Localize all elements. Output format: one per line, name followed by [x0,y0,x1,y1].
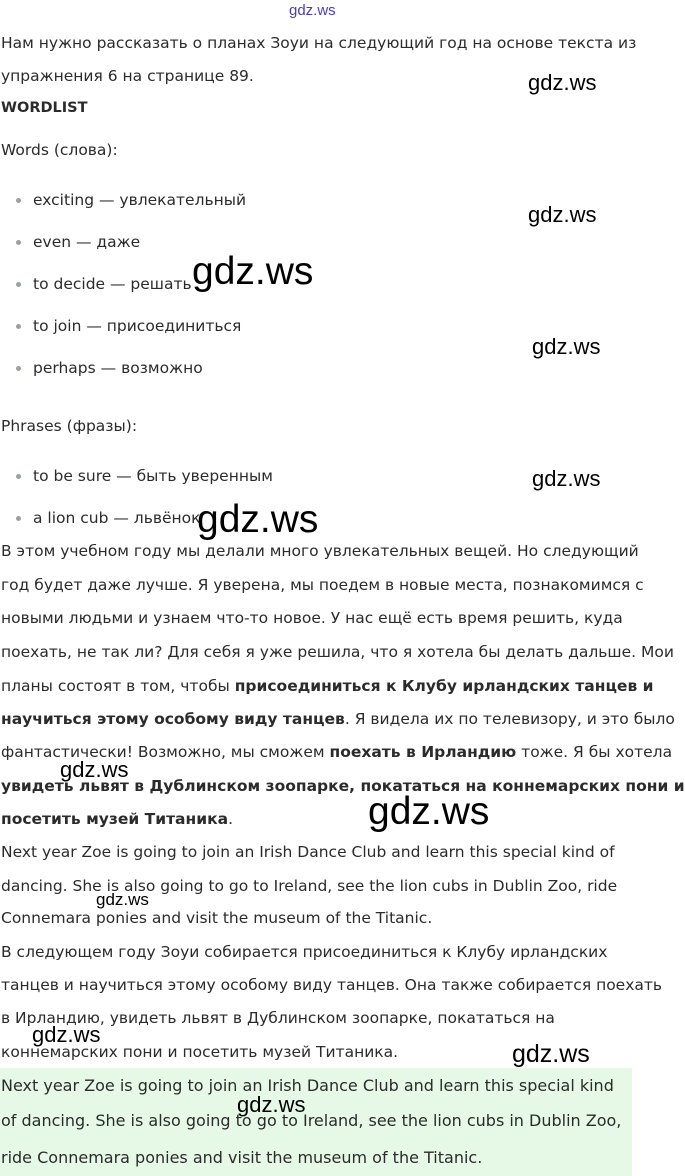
bullet-icon [16,516,21,521]
phrase-item: a lion cub — львёнок [33,509,201,527]
word-item: even — даже [33,233,141,251]
answer-en-line: Connemara ponies and visit the museum of the Titanic. [1,909,433,927]
wordlist-heading: WORDLIST [1,100,88,116]
text-line: поехать, не так ли? Для себя я уже решила, что я хотела бы делать дальше. Мои [1,643,674,661]
text-line: планы состоят в том, чтобы присоединиться к Клубу ирландских танцев и [1,677,654,695]
answer-ru-line: В следующем году Зоуи собирается присоединиться к Клубу ирландских [1,943,608,961]
text-line: посетить музей Титаника. [1,810,233,828]
word-item: to join — присоединиться [33,317,242,335]
answer-highlight-line: of dancing. She is also going to go to Ireland, see the lion cubs in Dublin Zoo, [1,1111,622,1130]
phrase-item: to be sure — быть уверенным [33,467,273,485]
text-line: увидеть львят в Дублинском зоопарке, покататься на коннемарских пони и [1,777,685,795]
text-line: год будет даже лучше. Я уверена, мы поедем в новые места, познакомимся с [1,576,644,594]
watermark: gdz.ws [528,70,597,95]
watermark: gdz.ws [32,1022,101,1047]
intro-line-1: Нам нужно рассказать о планах Зоуи на следующий год на основе текста из [1,34,637,52]
answer-ru-line: в Ирландию, увидеть львят в Дублинском зоопарке, покататься на [1,1009,555,1027]
word-item: perhaps — возможно [33,359,203,377]
bullet-icon [16,198,21,203]
watermark: gdz.ws [237,1092,306,1117]
word-item: exciting — увлекательный [33,191,247,209]
answer-ru-line: коннемарских пони и посетить музей Титаника. [1,1043,399,1061]
intro-line-2: упражнения 6 на странице 89. [1,67,254,85]
watermark: gdz.ws [60,757,129,782]
text-line: новыми людьми и узнаем что-то новое. У нас ещё есть время решить, куда [1,609,623,627]
text-line: В этом учебном году мы делали много увлекательных вещей. Но следующий [1,542,639,560]
answer-en-line: dancing. She is also going to go to Ireland, see the lion cubs in Dublin Zoo, ride [1,877,618,895]
watermark: gdz.ws [532,466,601,491]
watermark: gdz.ws [368,790,490,833]
answer-ru-line: танцев и научиться этому особому виду танцев. Она также собирается поехать [1,976,663,994]
bullet-icon [16,324,21,329]
bullet-icon [16,282,21,287]
watermark: gdz.ws [96,890,149,909]
answer-highlight-line: Next year Zoe is going to join an Irish Dance Club and learn this special kind [1,1076,614,1095]
phrases-heading: Phrases (фразы): [1,417,138,435]
bullet-icon [16,366,21,371]
watermark: gdz.ws [512,1040,590,1068]
watermark-top: gdz.ws [289,2,336,19]
text-line: научиться этому особому виду танцев. Я видела их по телевизору, и это было [1,710,675,728]
text-line: фантастически! Возможно, мы сможем поехать в Ирландию тоже. Я бы хотела [1,743,673,761]
watermark: gdz.ws [528,202,597,227]
watermark: gdz.ws [532,334,601,359]
bullet-icon [16,240,21,245]
words-heading: Words (слова): [1,141,118,159]
answer-en-line: Next year Zoe is going to join an Irish Dance Club and learn this special kind of [1,843,615,861]
watermark: gdz.ws [192,250,314,293]
bullet-icon [16,474,21,479]
answer-highlight-line: ride Connemara ponies and visit the museum of the Titanic. [1,1148,483,1167]
watermark: gdz.ws [197,498,319,541]
word-item: to decide — решать [33,275,192,293]
